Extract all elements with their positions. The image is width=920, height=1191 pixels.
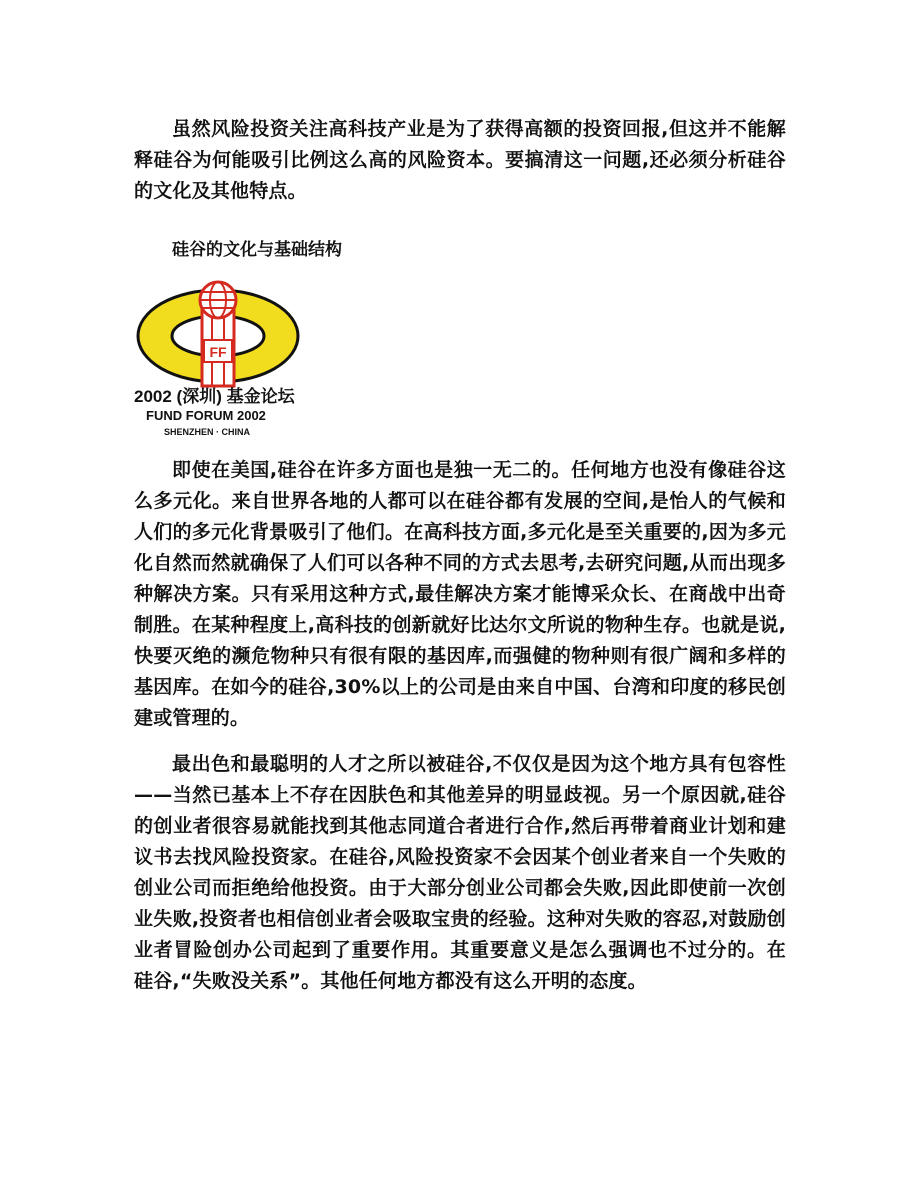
logo-emblem-text: FF bbox=[209, 344, 227, 360]
paragraph-intro: 虽然风险投资关注高科技产业是为了获得高额的投资回报,但这并不能解释硅谷为何能吸引比例这么高的风险资本。要搞清这一问题,还必须分析硅谷的文化及其他特点。 bbox=[134, 118, 786, 202]
logo-title-line: 2002 (深圳) 基金论坛 bbox=[134, 387, 295, 406]
paragraph-diversity: 即使在美国,硅谷在许多方面也是独一无二的。任何地方也没有像硅谷这么多元化。来自世界各地的人都可以在硅谷都有发展的空间,是怡人的气候和人们的多元化背景吸引了他们。在高科技方面,多元化是至关重要的,因为多元化自然而然就确保了人们可以各种不同的方式去思考,去研究问题,从而出现多种解决方案。只有采用这种方式,最佳解决方案才能博采众长、在商战中出奇制胜。在某种程度上,高科技的创新就好比达尔文所说的物种生存。也就是说,快要灭绝的濒危物种只有很有限的基因库,而强健的物种则有很广阔和多样的基因库。在如今的硅谷,30%以上的公司是由来自中国、台湾和印度的移民创建或管理的。 bbox=[134, 459, 786, 729]
paragraph-talent: 最出色和最聪明的人才之所以被硅谷,不仅仅是因为这个地方具有包容性——当然已基本上不存在因肤色和其他差异的明显歧视。另一个原因就,硅谷的创业者很容易就能找到其他志同道合者进行合作,然后再带着商业计划和建议书去找风险投资家。在硅谷,风险投资家不会因某个创业者来自一个失败的创业公司而拒绝给他投资。由于大部分创业公司都会失败,因此即使前一次创业失败,投资者也相信创业者会吸取宝贵的经验。这种对失败的容忍,对鼓励创业者冒险创办公司起到了重要作用。其重要意义是怎么强调也不过分的。在硅谷,“失败没关系”。其他任何地方都没有这么开明的态度。 bbox=[134, 753, 786, 992]
section-heading: 硅谷的文化与基础结构 bbox=[172, 240, 342, 260]
fund-forum-logo bbox=[134, 278, 318, 438]
fund-forum-logo-graphic bbox=[134, 278, 318, 438]
logo-subtitle-line: FUND FORUM 2002 bbox=[146, 408, 266, 423]
logo-location-line: SHENZHEN · CHINA bbox=[164, 427, 251, 437]
